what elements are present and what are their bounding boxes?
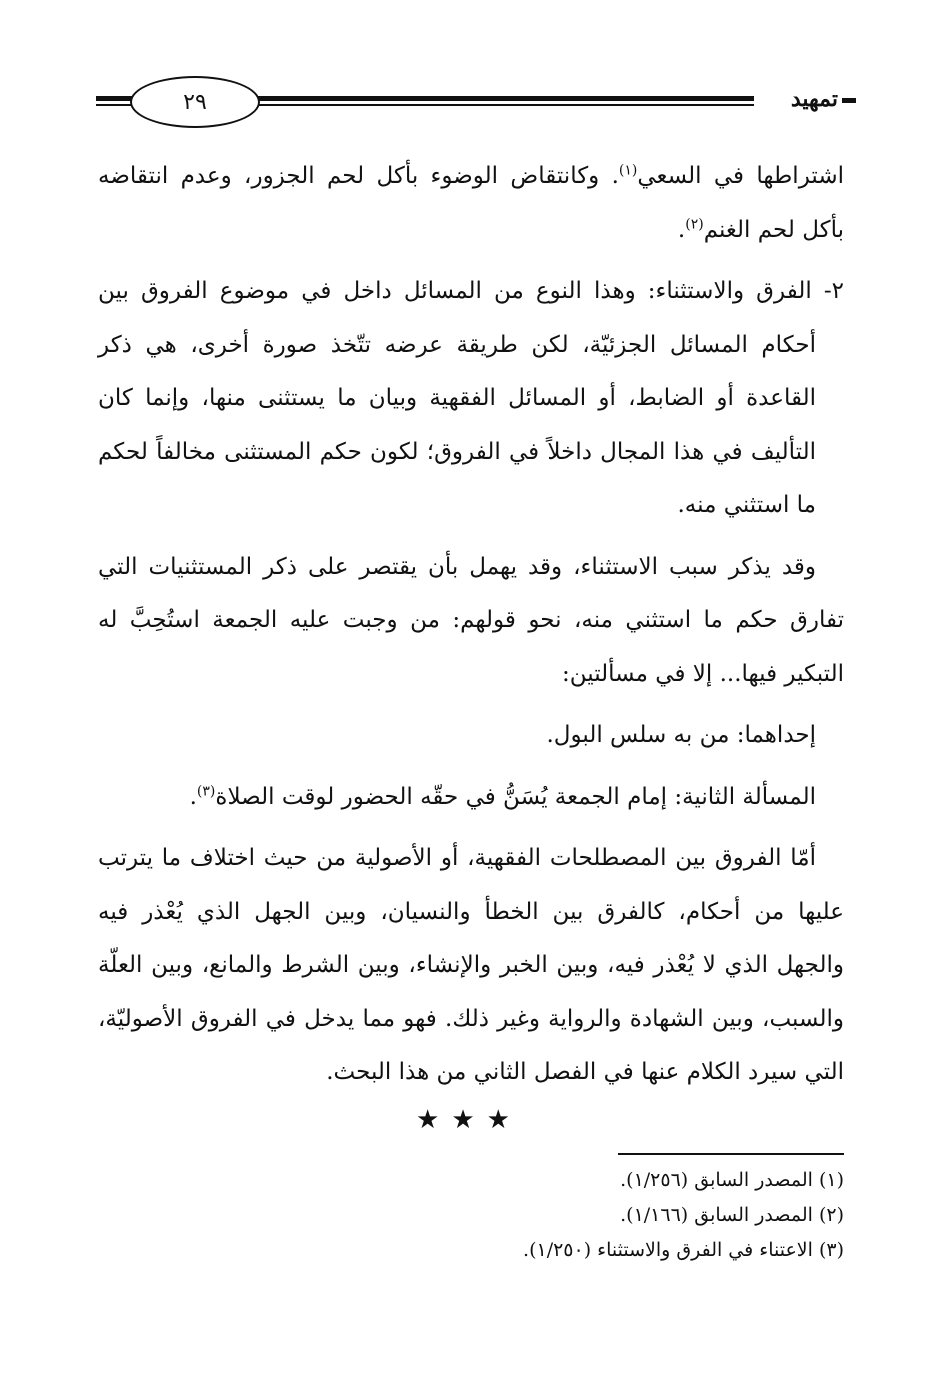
footnote-3: (٣) الاعتناء في الفرق والاستثناء (١/٢٥٠). — [523, 1239, 844, 1261]
section-separator: ★★★ — [416, 1105, 522, 1135]
footnote-ref-1: (١) — [618, 162, 638, 179]
running-head — [791, 86, 856, 112]
paragraph-1-text-b: . وكانتقاض الوضوء بأكل لحم الجزور، وعدم انتقاضه بأكل لحم الغنم — [98, 163, 844, 243]
footnote-ref-3: (٣) — [196, 782, 216, 799]
paragraph-1-text-a: اشتراطها في السعي — [637, 163, 844, 189]
footnote-2: (٢) المصدر السابق (١/١٦٦). — [620, 1204, 844, 1226]
footnote-rule — [618, 1153, 844, 1155]
page-number: ٢٩ — [130, 76, 260, 128]
paragraph-3: وقد يذكر سبب الاستثناء، وقد يهمل بأن يقتصر على ذكر المستثنيات التي تفارق حكم ما استثني منه، نحو قولهم: من وجبت عليه الجمعة استُحِبَّ له التبكير فيها... إلا في مسألتين: — [98, 553, 844, 687]
paragraph-4: إحداهما: من به سلس البول. — [546, 722, 816, 748]
footnote-ref-2: (٢) — [685, 215, 704, 232]
footnotes — [98, 1163, 844, 1268]
page-header — [96, 72, 856, 132]
running-head-mark — [842, 98, 856, 103]
paragraph-5 — [98, 771, 844, 825]
paragraph-5-text-b: . — [189, 783, 197, 810]
paragraph-5-text-a: المسألة الثانية: إمام الجمعة يُسَنُّ في حقّه الحضور لوقت الصلاة — [215, 783, 816, 810]
footnote-1: (١) المصدر السابق (١/٢٥٦). — [620, 1169, 844, 1191]
running-head-text: تمهيد — [790, 86, 838, 112]
paragraph-6: أمّا الفروق بين المصطلحات الفقهية، أو الأصولية من حيث اختلاف ما يترتب عليها من أحكام، كالفرق بين الخطأ والنسيان، وبين الجهل الذي يُعْذر فيه والجهل الذي لا يُعْذر فيه، وبين الخبر والإنشاء، وبين الشرط والمانع، وبين العلّة والسبب، وبين الشهادة والرواية وغير ذلك. فهو مما يدخل في الفروق الأصوليّة، التي سيرد الكلام عنها في الفصل الثاني من هذا البحث. — [98, 845, 844, 1085]
paragraph-2: ٢- الفرق والاستثناء: وهذا النوع من المسائل داخل في موضوع الفروق بين أحكام المسائل الجزئيّة، لكن طريقة عرضه تتّخذ صورة أخرى، هي ذكر القاعدة أو الضابط، أو المسائل الفقهية وبيان ما يستثنى منها، وإنما كان التأليف في هذا المجال داخلاً في الفروق؛ لكون حكم المستثنى مخالفاً لحكم ما استثني منه. — [98, 278, 844, 518]
paragraph-1-text-c: . — [677, 216, 686, 243]
paragraph-1 — [98, 150, 844, 257]
main-text — [98, 150, 844, 1108]
